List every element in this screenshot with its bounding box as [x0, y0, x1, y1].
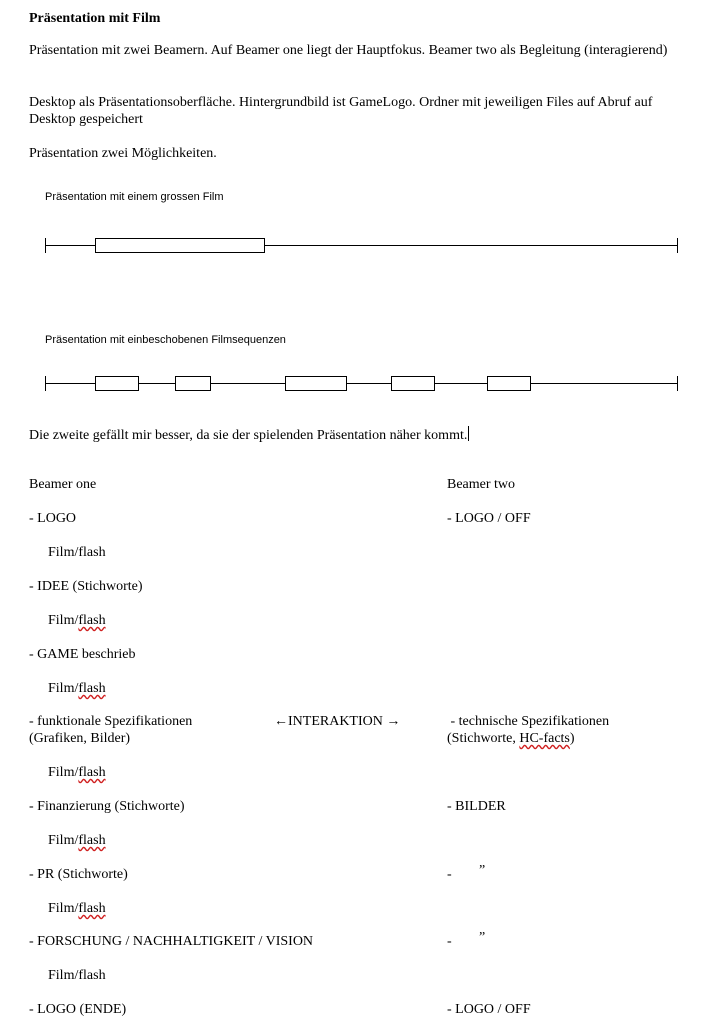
flash-word-misspelled: flash	[78, 765, 106, 780]
film-flash-item	[48, 680, 106, 697]
flash-word-misspelled: flash	[78, 833, 106, 848]
flash-word-misspelled: flash	[78, 681, 106, 696]
film-flash-item	[48, 764, 106, 781]
diagram-2-title: Präsentation mit einbeschobenen Filmsequenzen	[45, 334, 286, 346]
list-item: - funktionale Spezifikationen	[29, 714, 193, 729]
paragraph-possibilities: Präsentation zwei Möglichkeiten.	[29, 146, 217, 161]
list-item: - IDEE (Stichworte)	[29, 579, 143, 594]
list-item-dash: -	[447, 867, 452, 882]
list-item: - PR (Stichworte)	[29, 867, 128, 882]
film-flash-item	[48, 900, 106, 917]
list-item: - technische Spezifikationen	[447, 714, 610, 729]
conclusion-sentence: Die zweite gefällt mir besser, da sie der spielenden Präsentation näher kommt.	[29, 428, 468, 443]
list-item: - FORSCHUNG / NACHHALTIGKEIT / VISION	[29, 934, 314, 949]
timeline-2-film-block	[96, 377, 139, 391]
film-prefix: Film/	[48, 545, 79, 560]
timeline-2-film-block	[176, 377, 211, 391]
flash-word-misspelled: flash	[78, 901, 106, 916]
list-item-continuation	[447, 730, 575, 747]
film-flash-item	[48, 967, 106, 984]
timeline-2-film-block	[392, 377, 435, 391]
list-item: - GAME beschrieb	[29, 647, 136, 662]
diagram-1-title: Präsentation mit einem grossen Film	[45, 191, 224, 203]
list-item-continuation: (Grafiken, Bilder)	[29, 731, 131, 746]
film-flash-item	[48, 612, 106, 629]
timeline-1-film-block	[96, 239, 265, 253]
film-flash-item	[48, 544, 106, 561]
film-prefix: Film/	[48, 613, 79, 628]
flash-word: flash	[78, 545, 106, 560]
beamer-two-header: Beamer two	[447, 477, 516, 492]
film-flash-item	[48, 832, 106, 849]
interaction-label	[274, 713, 400, 730]
paragraph-desktop: Desktop als Präsentationsoberfläche. Hintergrundbild ist GameLogo. Ordner mit jeweiligen Files auf Abruf auf Desktop gespeichert	[29, 95, 653, 127]
list-item: - LOGO	[29, 511, 77, 526]
interaction-text: INTERAKTION	[288, 714, 383, 729]
film-prefix: Film/	[48, 765, 79, 780]
ditto-mark: ”	[479, 930, 486, 945]
list-item-dash: -	[447, 934, 452, 949]
hc-facts-misspelled: HC-facts	[519, 731, 570, 746]
paragraph-beamers: Präsentation mit zwei Beamern. Auf Beamer one liegt der Hauptfokus. Beamer two als Begleitung (interagierend)	[29, 43, 668, 58]
arrow-left-icon: ←	[274, 714, 288, 729]
list-item: - BILDER	[447, 799, 506, 814]
flash-word-misspelled: flash	[78, 613, 106, 628]
film-prefix: Film/	[48, 901, 79, 916]
list-item: - Finanzierung (Stichworte)	[29, 799, 185, 814]
list-item: - LOGO (ENDE)	[29, 1002, 127, 1017]
timeline-2-film-block	[488, 377, 531, 391]
document-title: Präsentation mit Film	[29, 11, 161, 26]
beamer-one-header: Beamer one	[29, 477, 97, 492]
conclusion-text	[29, 426, 469, 444]
film-prefix: Film/	[48, 681, 79, 696]
ditto-mark: ”	[479, 863, 486, 878]
list-item: - LOGO / OFF	[447, 511, 531, 526]
film-prefix: Film/	[48, 968, 79, 983]
closing-paren: )	[569, 731, 575, 746]
timeline-2-film-block	[286, 377, 347, 391]
text-cursor	[468, 426, 469, 441]
flash-word: flash	[78, 968, 106, 983]
film-prefix: Film/	[48, 833, 79, 848]
list-item: - LOGO / OFF	[447, 1002, 531, 1017]
arrow-right-icon: →	[386, 714, 401, 729]
timeline-1	[45, 238, 678, 253]
timeline-2	[45, 376, 678, 391]
stichworte-text: (Stichworte,	[447, 731, 520, 746]
